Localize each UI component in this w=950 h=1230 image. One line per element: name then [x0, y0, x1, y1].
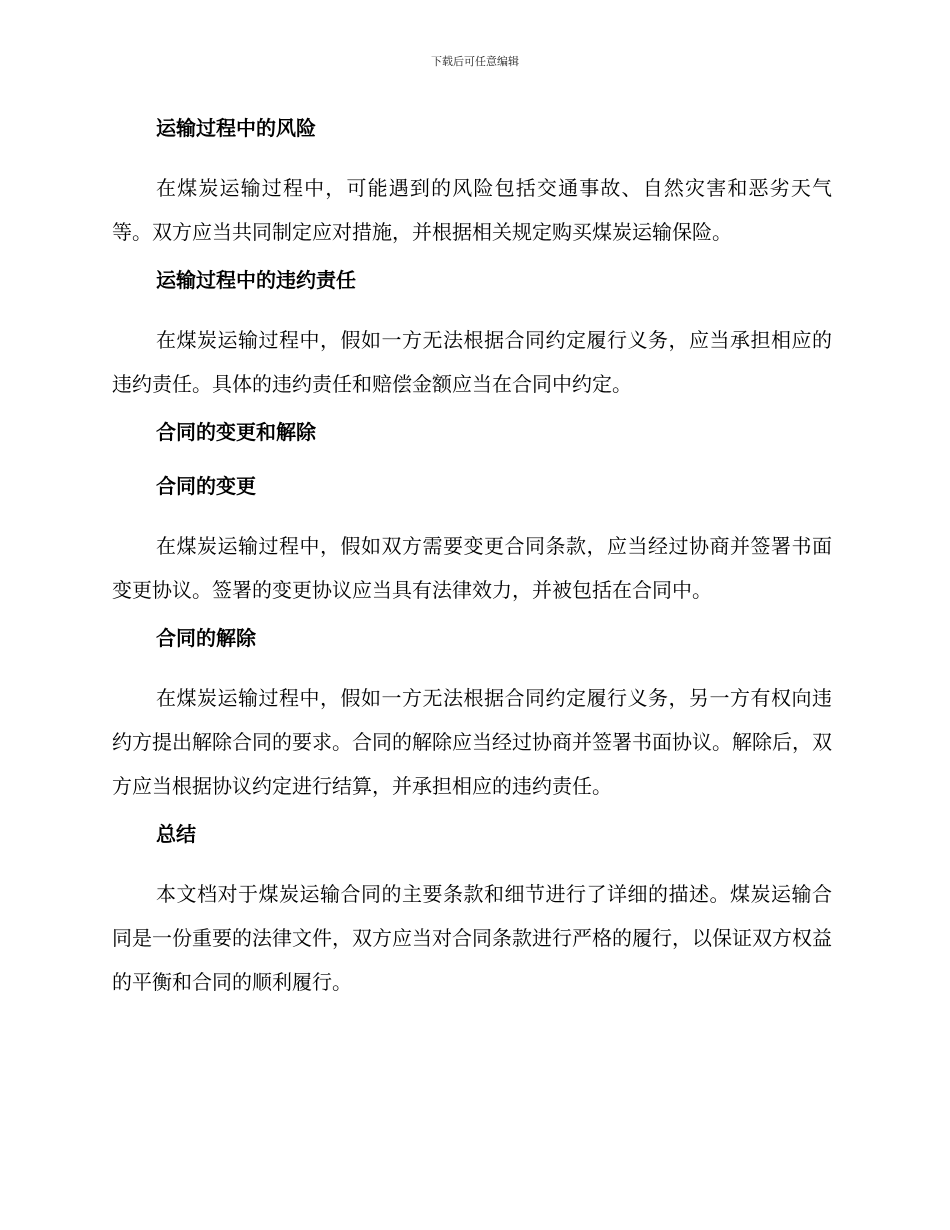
section-heading-contract-termination: 合同的解除 [156, 626, 256, 650]
page-header: 下载后可任意编辑 [431, 55, 519, 68]
section-heading-breach-liability: 运输过程中的违约责任 [156, 268, 356, 292]
section-heading-transport-risk: 运输过程中的风险 [156, 116, 316, 140]
section-heading-change-termination: 合同的变更和解除 [156, 420, 316, 444]
section-heading-summary: 总结 [156, 822, 196, 846]
paragraph-contract-change: 在煤炭运输过程中，假如双方需要变更合同条款，应当经过协商并签署书面变更协议。签署的变更协议应当具有法律效力，并被包括在合同中。 [112, 534, 832, 602]
paragraph-transport-risk: 在煤炭运输过程中，可能遇到的风险包括交通事故、自然灾害和恶劣天气等。双方应当共同制定应对措施，并根据相关规定购买煤炭运输保险。 [112, 176, 832, 244]
document-body [112, 112, 832, 1014]
section-heading-contract-change: 合同的变更 [156, 474, 256, 498]
paragraph-breach-liability: 在煤炭运输过程中，假如一方无法根据合同约定履行义务，应当承担相应的违约责任。具体的违约责任和赔偿金额应当在合同中约定。 [112, 328, 832, 396]
paragraph-summary: 本文档对于煤炭运输合同的主要条款和细节进行了详细的描述。煤炭运输合同是一份重要的法律文件，双方应当对合同条款进行严格的履行，以保证双方权益的平衡和合同的顺利履行。 [112, 882, 832, 994]
paragraph-contract-termination: 在煤炭运输过程中，假如一方无法根据合同约定履行义务，另一方有权向违约方提出解除合同的要求。合同的解除应当经过协商并签署书面协议。解除后，双方应当根据协议约定进行结算，并承担相应的违约责任。 [112, 686, 832, 798]
